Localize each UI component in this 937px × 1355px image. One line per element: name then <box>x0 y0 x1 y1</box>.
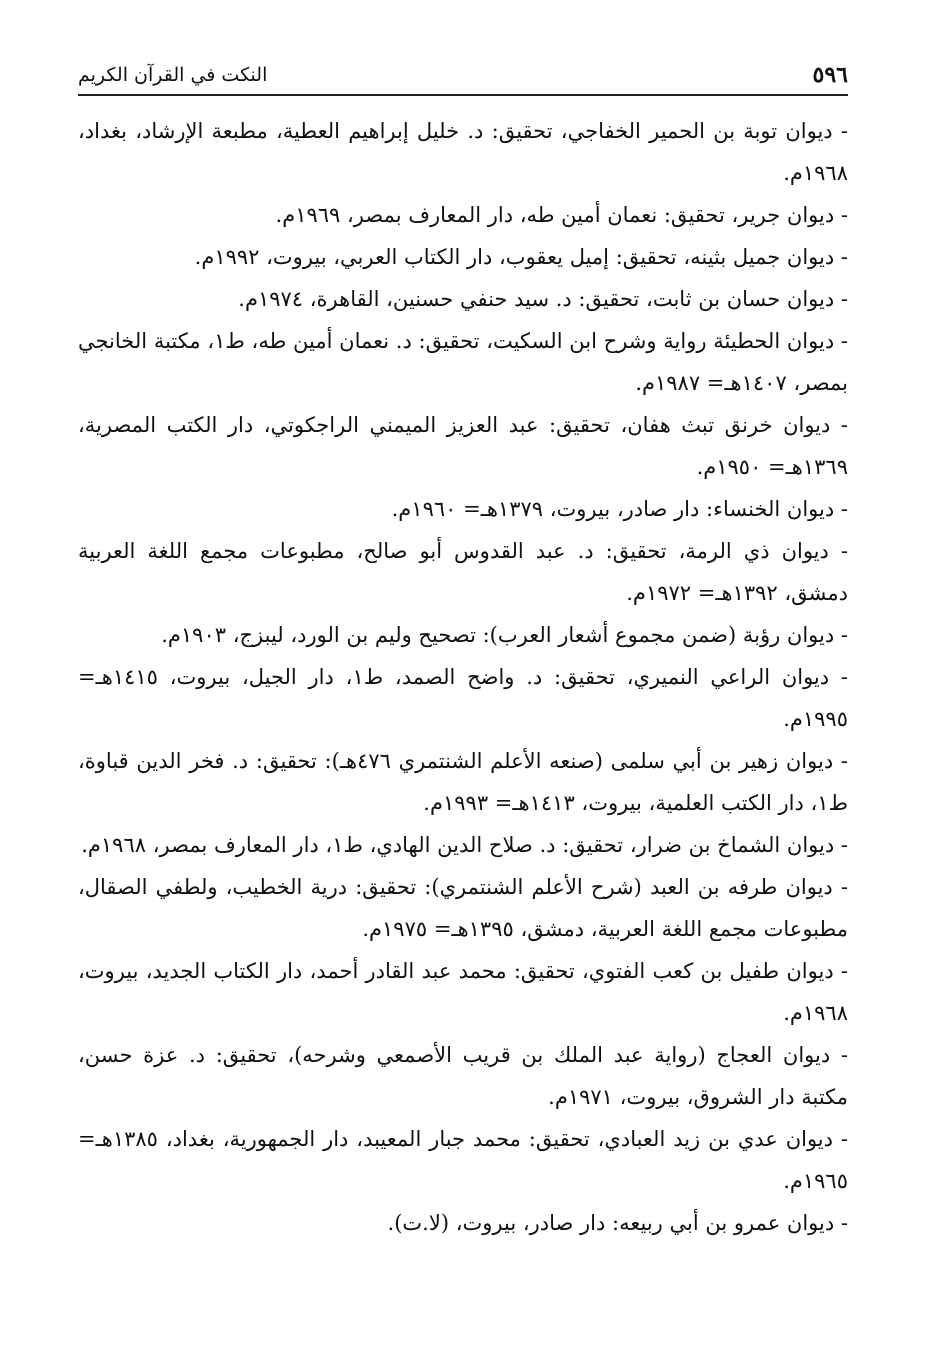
bibliography-entry: - ديوان الراعي النميري، تحقيق: د. واضح الصمد، ط١، دار الجيل، بيروت، ١٤١٥هـ= ١٩٩٥م. <box>78 665 849 731</box>
bibliography-entry: - ديوان جميل بثينه، تحقيق: إميل يعقوب، دار الكتاب العربي، بيروت، ١٩٩٢م. <box>194 245 848 269</box>
bibliography-entry: - ديوان حسان بن ثابت، تحقيق: د. سيد حنفي حسنين، القاهرة، ١٩٧٤م. <box>238 287 848 311</box>
bibliography-entry: - ديوان الحطيئة رواية وشرح ابن السكيت، تحقيق: د. نعمان أمين طه، ط١، مكتبة الخانجي بمصر، ١٤٠٧هـ= ١٩٨٧م. <box>78 329 848 395</box>
page-number: ٥٩٦ <box>812 62 848 88</box>
bibliography-entry: - ديوان عمرو بن أبي ربيعه: دار صادر، بيروت، (لا.ت). <box>387 1211 848 1235</box>
bibliography-entry: - ديوان عدي بن زيد العبادي، تحقيق: محمد جبار المعيبد، دار الجمهورية، بغداد، ١٣٨٥هـ= ١٩٦٥م. <box>78 1127 848 1193</box>
book-title: النكت في القرآن الكريم <box>78 64 268 86</box>
bibliography-entry: - ديوان طرفه بن العبد (شرح الأعلم الشنتمري): تحقيق: درية الخطيب، ولطفي الصقال، مطبوعات مجمع اللغة العربية، دمشق، ١٣٩٥هـ= ١٩٧٥م. <box>78 875 848 941</box>
bibliography-entry: - ديوان جرير، تحقيق: نعمان أمين طه، دار المعارف بمصر، ١٩٦٩م. <box>275 203 848 227</box>
bibliography-entry: - ديوان ذي الرمة، تحقيق: د. عبد القدوس أبو صالح، مطبوعات مجمع اللغة العربية دمشق، ١٣٩٢هـ= ١٩٧٢م. <box>78 539 848 605</box>
bibliography-entry: - ديوان الخنساء: دار صادر، بيروت، ١٣٧٩هـ= ١٩٦٠م. <box>391 497 848 521</box>
bibliography-entry: - ديوان رؤبة (ضمن مجموع أشعار العرب): تصحيح وليم بن الورد، ليبزج، ١٩٠٣م. <box>161 623 848 647</box>
bibliography-entry: - ديوان العجاج (رواية عبد الملك بن قريب الأصمعي وشرحه)، تحقيق: د. عزة حسن، مكتبة دار الشروق، بيروت، ١٩٧١م. <box>78 1043 848 1109</box>
bibliography-list <box>78 110 848 1244</box>
bibliography-entry: - ديوان توبة بن الحمير الخفاجي، تحقيق: د. خليل إبراهيم العطية، مطبعة الإرشاد، بغداد، ١٩٦٨م. <box>78 119 848 185</box>
bibliography-entry: - ديوان الشماخ بن ضرار، تحقيق: د. صلاح الدين الهادي، ط١، دار المعارف بمصر، ١٩٦٨م. <box>81 833 848 857</box>
bibliography-entry: - ديوان طفيل بن كعب الفتوي، تحقيق: محمد عبد القادر أحمد، دار الكتاب الجديد، بيروت، ١٩٦٨م. <box>78 959 848 1025</box>
bibliography-entry: - ديوان زهير بن أبي سلمى (صنعه الأعلم الشنتمري ٤٧٦هـ): تحقيق: د. فخر الدين قباوة، ط١، دار الكتب العلمية، بيروت، ١٤١٣هـ= ١٩٩٣م. <box>78 749 848 815</box>
bibliography-entry: - ديوان خرنق تبث هفان، تحقيق: عبد العزيز الميمني الراجكوتي، دار الكتب المصرية، ١٣٦٩هـ= ١٩٥٠م. <box>78 413 848 479</box>
running-header <box>78 60 848 96</box>
